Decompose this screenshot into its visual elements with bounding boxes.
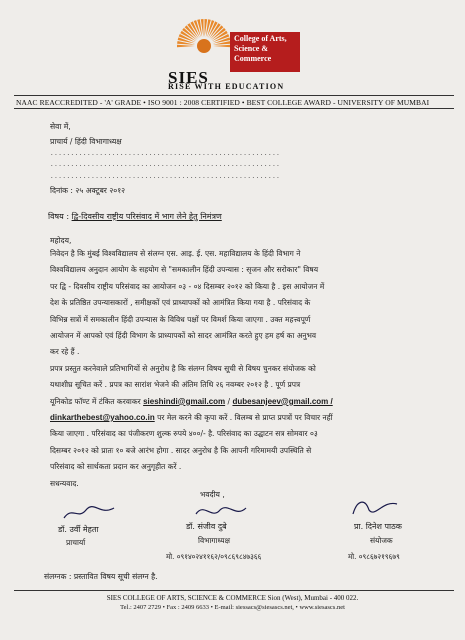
- signatory-role: संयोजक: [370, 536, 393, 545]
- subject-text: द्वि-दिवसीय राष्ट्रीय परिसंवाद में भाग लेने हेतु निमंत्रण: [71, 212, 222, 221]
- footer-address: SIES COLLEGE OF ARTS, SCIENCE & COMMERCE Sion (West), Mumbai - 400 022.: [106, 594, 359, 602]
- body-line: देश के प्रतिष्ठित उपन्यासकारों , समीक्षकों एवं प्राध्यापकों को आमंत्रित किया गया है . परिसंवाद के: [50, 298, 311, 308]
- subject-label: विषय :: [48, 212, 70, 221]
- signatory-name: डॉ. उर्वी मेहता: [58, 525, 99, 534]
- body-line: परिसंवाद को सार्थकता प्रदान कर अनुगृहीत करें .: [50, 462, 182, 472]
- signatory-mobile: मो. ०९१४०२४११६२/०९८६९८४७३६६: [166, 552, 262, 561]
- college-logo: [168, 10, 308, 90]
- sun-rays-logo-icon: [176, 16, 232, 72]
- signatory-role: विभागाध्यक्ष: [198, 536, 231, 545]
- email-link-sieshindi[interactable]: sieshindi@gmail.com: [143, 396, 226, 406]
- logo-ray: [201, 19, 204, 37]
- body-line: प्रपत्र प्रस्तुत करनेवाले प्रतिभागियों से अनुरोध है कि संलग्न विषय सूची से विषय चुनकर संयोजक को: [50, 363, 316, 373]
- body-line: निवेदन है कि मुंबई विश्वविद्यालय से संलग्न एस. आइ. ई. एस. महाविद्यालय के हिंदी विभाग ने: [50, 249, 301, 258]
- email-link-dubesanjeev[interactable]: dubesanjeev@gmail.com /: [232, 396, 333, 406]
- body-line: सधन्यवाद.: [50, 478, 79, 488]
- header-rule-top: [14, 95, 454, 96]
- signatory-mobile: मो. ०९८६७२१९६७९: [348, 552, 400, 561]
- logo-wordmark: SIES: [168, 68, 209, 87]
- greeting: महोदय,: [50, 236, 72, 245]
- footer-rule: [14, 590, 454, 591]
- signature-principal-icon: [60, 502, 120, 524]
- tagline: RISE WITH EDUCATION: [168, 82, 285, 91]
- body-paragraph: [50, 246, 450, 492]
- address-blank-line: ........................................................: [50, 161, 281, 168]
- body-line: यथाशीघ्र सूचित करें . प्रपत्र का सारांश भेजने की अंतिम तिथि २६ नवम्बर २०१२ है . पूर्ण प्रपत्र: [50, 380, 301, 390]
- recipient: प्राचार्य / हिंदी विभागाध्यक्ष: [50, 137, 122, 146]
- enclosure-note: संलग्नक : प्रस्तावित विषय सूची संलग्न है.: [44, 572, 158, 581]
- body-line: आयोजन में आपको एवं हिंदी विभाग के प्राध्यापकों को सादर आमंत्रित करते हुए हम हर्ष का अनुभव: [50, 331, 317, 341]
- body-line: यूनिकोड फॉण्ट में टंकित करवाकर: [50, 396, 141, 406]
- logo-ray: [177, 45, 195, 48]
- closing-sincerely: भवदीय ,: [200, 490, 225, 499]
- body-line: कर रहे हैं .: [50, 347, 80, 357]
- body-line: पर द्वि - दिवसीय राष्ट्रीय परिसंवाद का आयोजन ०३ - ०४ दिसम्बर २०१२ को किया है . इस आयोजन में: [50, 281, 325, 291]
- college-name-box: [230, 32, 300, 72]
- body-line: दिसम्बर २०१२ को प्रातः १० बजे आरंभ होगा . सादर अनुरोध है कि आपनी गरिमामयी उपस्थिति से: [50, 445, 312, 455]
- subject-line: [48, 211, 222, 222]
- body-line: किया जाएगा . परिसंवाद का पंजीकरण शुल्क रुपये ४००/- है. परिसंवाद का उद्घाटन सत्र सोमवार ०३: [50, 429, 318, 439]
- address-blank-line: ........................................................: [50, 150, 281, 157]
- email-link-dinkarthebest[interactable]: dinkarthebest@yahoo.co.in: [50, 413, 155, 423]
- body-line-with-emails: [50, 394, 450, 410]
- email-separator: /: [227, 396, 231, 406]
- body-line: विश्वविद्यालय अनुदान आयोग के सहयोग से "समकालीन हिंदी उपन्यास : सृजन और सरोकार" विषय: [50, 265, 319, 275]
- signature-hod-icon: [190, 500, 250, 522]
- accreditation-line: NAAC REACCREDITED - 'A' GRADE • ISO 9001 : 2008 CERTIFIED • BEST COLLEGE AWARD - UNIVERSITY OF MUMBAI: [16, 98, 430, 107]
- footer-contact: Tel.: 2407 2729 • Fax : 2409 6633 • E-mail: siessacs@siesascs.net, • www.siesascs.net: [120, 604, 345, 611]
- college-name-line: Science &: [234, 44, 268, 53]
- header-rule-bottom: [14, 108, 454, 109]
- signatory-role: प्राचार्या: [66, 538, 86, 547]
- address-blank-line: ........................................................: [50, 173, 281, 180]
- college-name-line: College of Arts,: [234, 34, 287, 43]
- letter-date: दिनांक : २५ अक्टूबर २०१२: [50, 186, 126, 195]
- signatory-name: डॉ. संजीव दुबे: [186, 522, 227, 531]
- college-name-line: Commerce: [234, 54, 272, 63]
- signature-coordinator-icon: [345, 494, 405, 520]
- logo-ray: [213, 45, 231, 48]
- logo-ray: [205, 19, 208, 37]
- body-line-with-email: [50, 410, 450, 426]
- salutation-to: सेवा में,: [50, 122, 71, 131]
- body-line: पर मेल करने की कृपा करें . विलम्ब से प्राप्त प्रपत्रों पर विचार नहीं: [157, 413, 333, 423]
- body-line: विभिन्न सत्रों में समकालीन हिंदी उपन्यास के विविध पक्षों पर विमर्श किया जाएगा . उक्त महत्त्वपूर्ण: [50, 314, 311, 324]
- signatory-name: प्रा. दिनेश पाठक: [354, 522, 402, 531]
